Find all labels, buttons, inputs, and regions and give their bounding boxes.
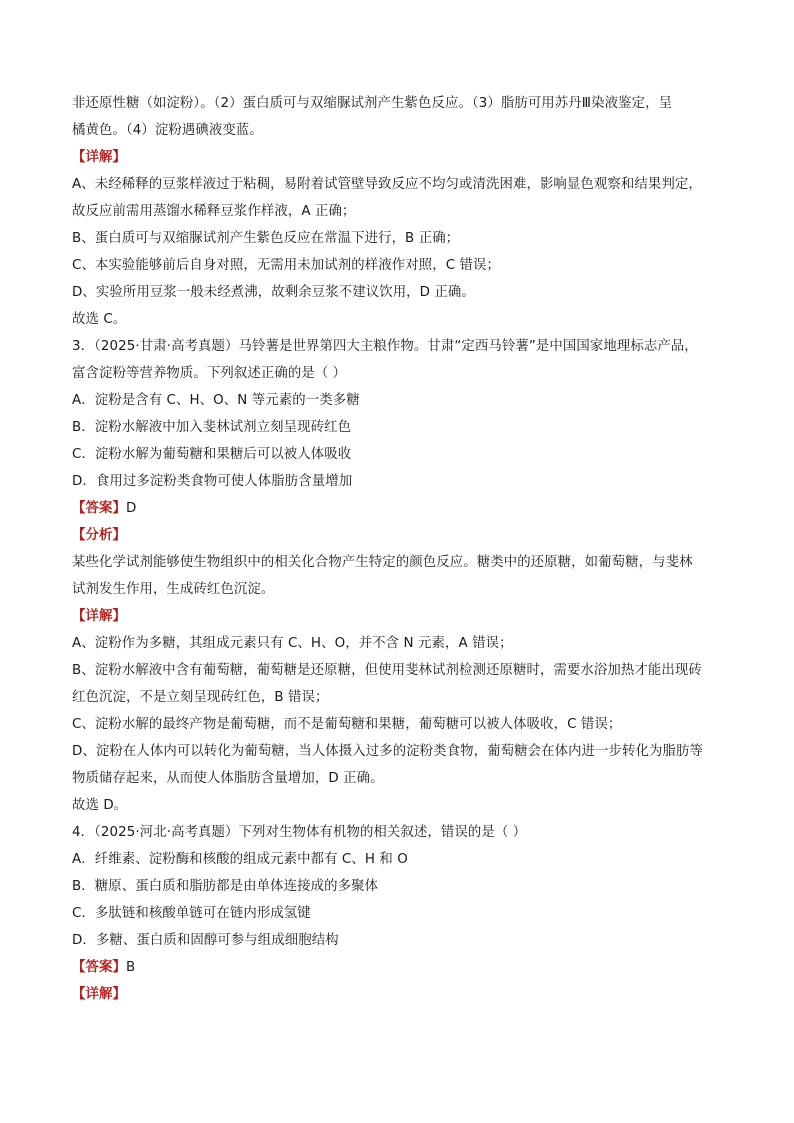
detail-line: 红色沉淀，不是立刻呈现砖红色，B 错误； [72, 690, 329, 705]
detail-line: D、实验所用豆浆一般未经煮沸，故剩余豆浆不建议饮用，D 正确。 [72, 285, 475, 300]
option-b: B．糖原、蛋白质和脂肪都是由单体连接成的多聚体 [72, 879, 379, 894]
detail-line: B、蛋白质可与双缩脲试剂产生紫色反应在常温下进行，B 正确； [72, 231, 460, 246]
detail-line: A、淀粉作为多糖，其组成元素只有 C、H、O，并不含 N 元素，A 错误； [72, 636, 513, 651]
analysis-line: 试剂发生作用，生成砖红色沉淀。 [72, 582, 275, 597]
option-d: D．多糖、蛋白质和固醇可参与组成细胞结构 [72, 933, 339, 948]
conclusion-line: 故选 D。 [72, 798, 128, 813]
answer-tag: 【答案】 [72, 501, 126, 516]
analysis-heading: 【分析】 [72, 528, 126, 543]
detail-line: B、淀粉水解液中含有葡萄糖，葡萄糖是还原糖，但使用斐林试剂检测还原糖时，需要水浴加热才能出现砖 [72, 663, 702, 678]
detail-line: C、淀粉水解的最终产物是葡萄糖，而不是葡萄糖和果糖，葡萄糖可以被人体吸收，C 错误； [72, 717, 622, 732]
question-stem: 富含淀粉等营养物质。下列叙述正确的是（ ） [72, 366, 347, 381]
detail-line: D、淀粉在人体内可以转化为葡萄糖，当人体摄入过多的淀粉类食物，葡萄糖会在体内进一步转化为脂肪等 [72, 744, 703, 759]
detail-line: 物质储存起来，从而使人体脂肪含量增加，D 正确。 [72, 771, 384, 786]
detail-heading: 【详解】 [72, 987, 126, 1002]
detail-line: C、本实验能够前后自身对照，无需用未加试剂的样液作对照，C 错误； [72, 258, 500, 273]
option-c: C．多肽链和核酸单链可在链内形成氢键 [72, 906, 311, 921]
detail-heading: 【详解】 [72, 150, 126, 165]
option-a: A．纤维素、淀粉酶和核酸的组成元素中都有 C、H 和 O [72, 852, 408, 867]
question-stem: 3．（2025·甘肃·高考真题）马铃薯是世界第四大主粮作物。甘肃“定西马铃薯”是中国国家地理标志产品， [72, 339, 698, 354]
answer-line [72, 495, 732, 522]
conclusion-line: 故选 C。 [72, 312, 127, 327]
option-c: C．淀粉水解为葡萄糖和果糖后可以被人体吸收 [72, 447, 352, 462]
analysis-line: 橘黄色。（4）淀粉遇碘液变蓝。 [72, 123, 263, 138]
answer-line [72, 954, 732, 981]
option-a: A．淀粉是含有 C、H、O、N 等元素的一类多糖 [72, 393, 360, 408]
analysis-line: 非还原性糖（如淀粉）。（2）蛋白质可与双缩脲试剂产生紫色反应。（3）脂肪可用苏丹Ⅲ染液鉴定，呈 [72, 96, 673, 111]
answer-tag: 【答案】 [72, 960, 126, 975]
option-d: D．食用过多淀粉类食物可使人体脂肪含量增加 [72, 474, 353, 489]
analysis-line: 某些化学试剂能够使生物组织中的相关化合物产生特定的颜色反应。糖类中的还原糖，如葡萄糖，与斐林 [72, 555, 693, 570]
detail-line: 故反应前需用蒸馏水稀释豆浆作样液，A 正确； [72, 204, 356, 219]
answer-value: D [125, 501, 137, 516]
detail-line: A、未经稀释的豆浆样液过于粘稠，易附着试管壁导致反应不均匀或清洗困难，影响显色观察和结果判定， [72, 177, 702, 192]
question-stem: 4．（2025·河北·高考真题）下列对生物体有机物的相关叙述，错误的是（ ） [72, 825, 527, 840]
detail-heading: 【详解】 [72, 609, 126, 624]
option-b: B．淀粉水解液中加入斐林试剂立刻呈现砖红色 [72, 420, 352, 435]
page-content [72, 90, 732, 1008]
answer-value: B [125, 960, 136, 975]
